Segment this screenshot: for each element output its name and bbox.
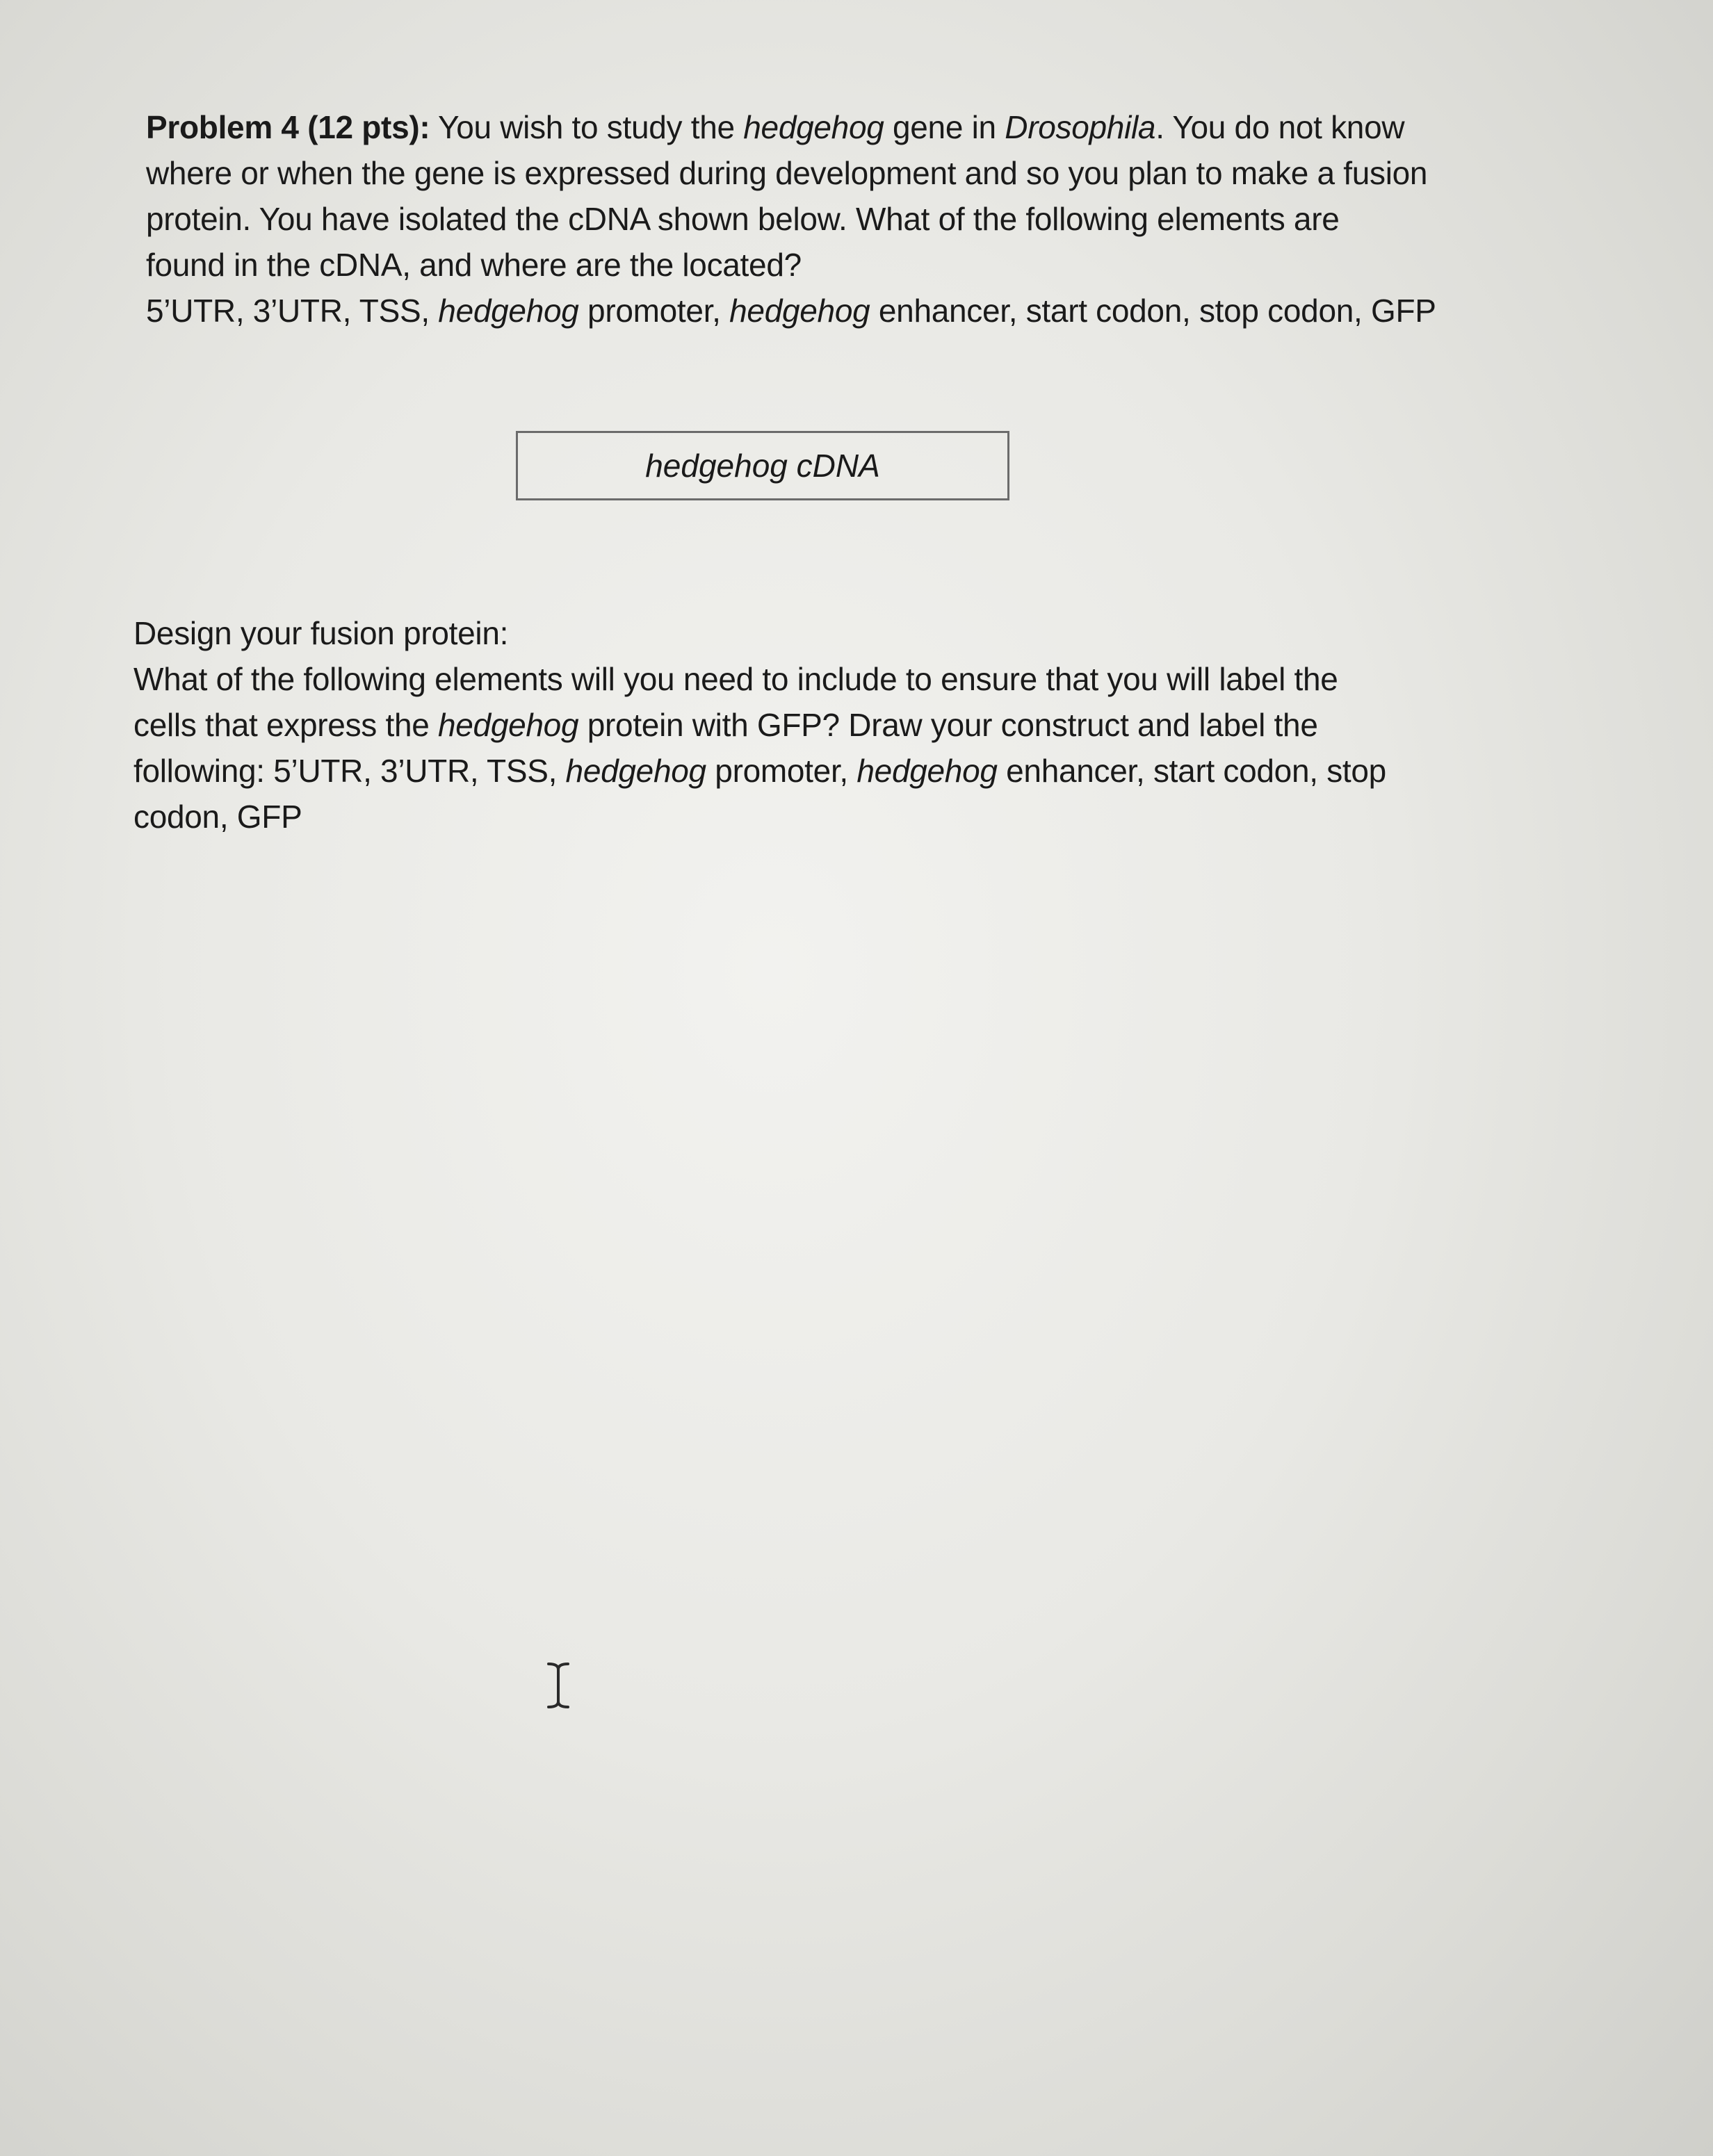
design-line-3: following: 5’UTR, 3’UTR, TSS, hedgehog promoter, hedgehog enhancer, start codon, stop	[133, 753, 1386, 789]
problem-elements-list: 5’UTR, 3’UTR, TSS, hedgehog promoter, hedgehog enhancer, start codon, stop codon, GFP	[146, 293, 1436, 329]
hedgehog-cdna-box: hedgehog cDNA	[516, 431, 1009, 500]
problem-4-text	[146, 104, 1634, 334]
problem-line-4: found in the cDNA, and where are the located?	[146, 247, 802, 283]
design-line-2: cells that express the hedgehog protein with GFP? Draw your construct and label the	[133, 707, 1318, 743]
design-line-1: What of the following elements will you need to include to ensure that you will label the	[133, 661, 1338, 697]
design-line-4: codon, GFP	[133, 799, 302, 835]
design-heading: Design your fusion protein:	[133, 615, 509, 651]
design-fusion-protein-text	[133, 610, 1621, 840]
text-cursor-icon	[546, 1661, 571, 1710]
problem-heading: Problem 4 (12 pts):	[146, 109, 430, 145]
problem-line-3: protein. You have isolated the cDNA shown below. What of the following elements are	[146, 201, 1340, 237]
problem-line-1: Problem 4 (12 pts): You wish to study the hedgehog gene in Drosophila. You do not know	[146, 109, 1405, 145]
problem-line-2: where or when the gene is expressed during development and so you plan to make a fusion	[146, 155, 1428, 191]
